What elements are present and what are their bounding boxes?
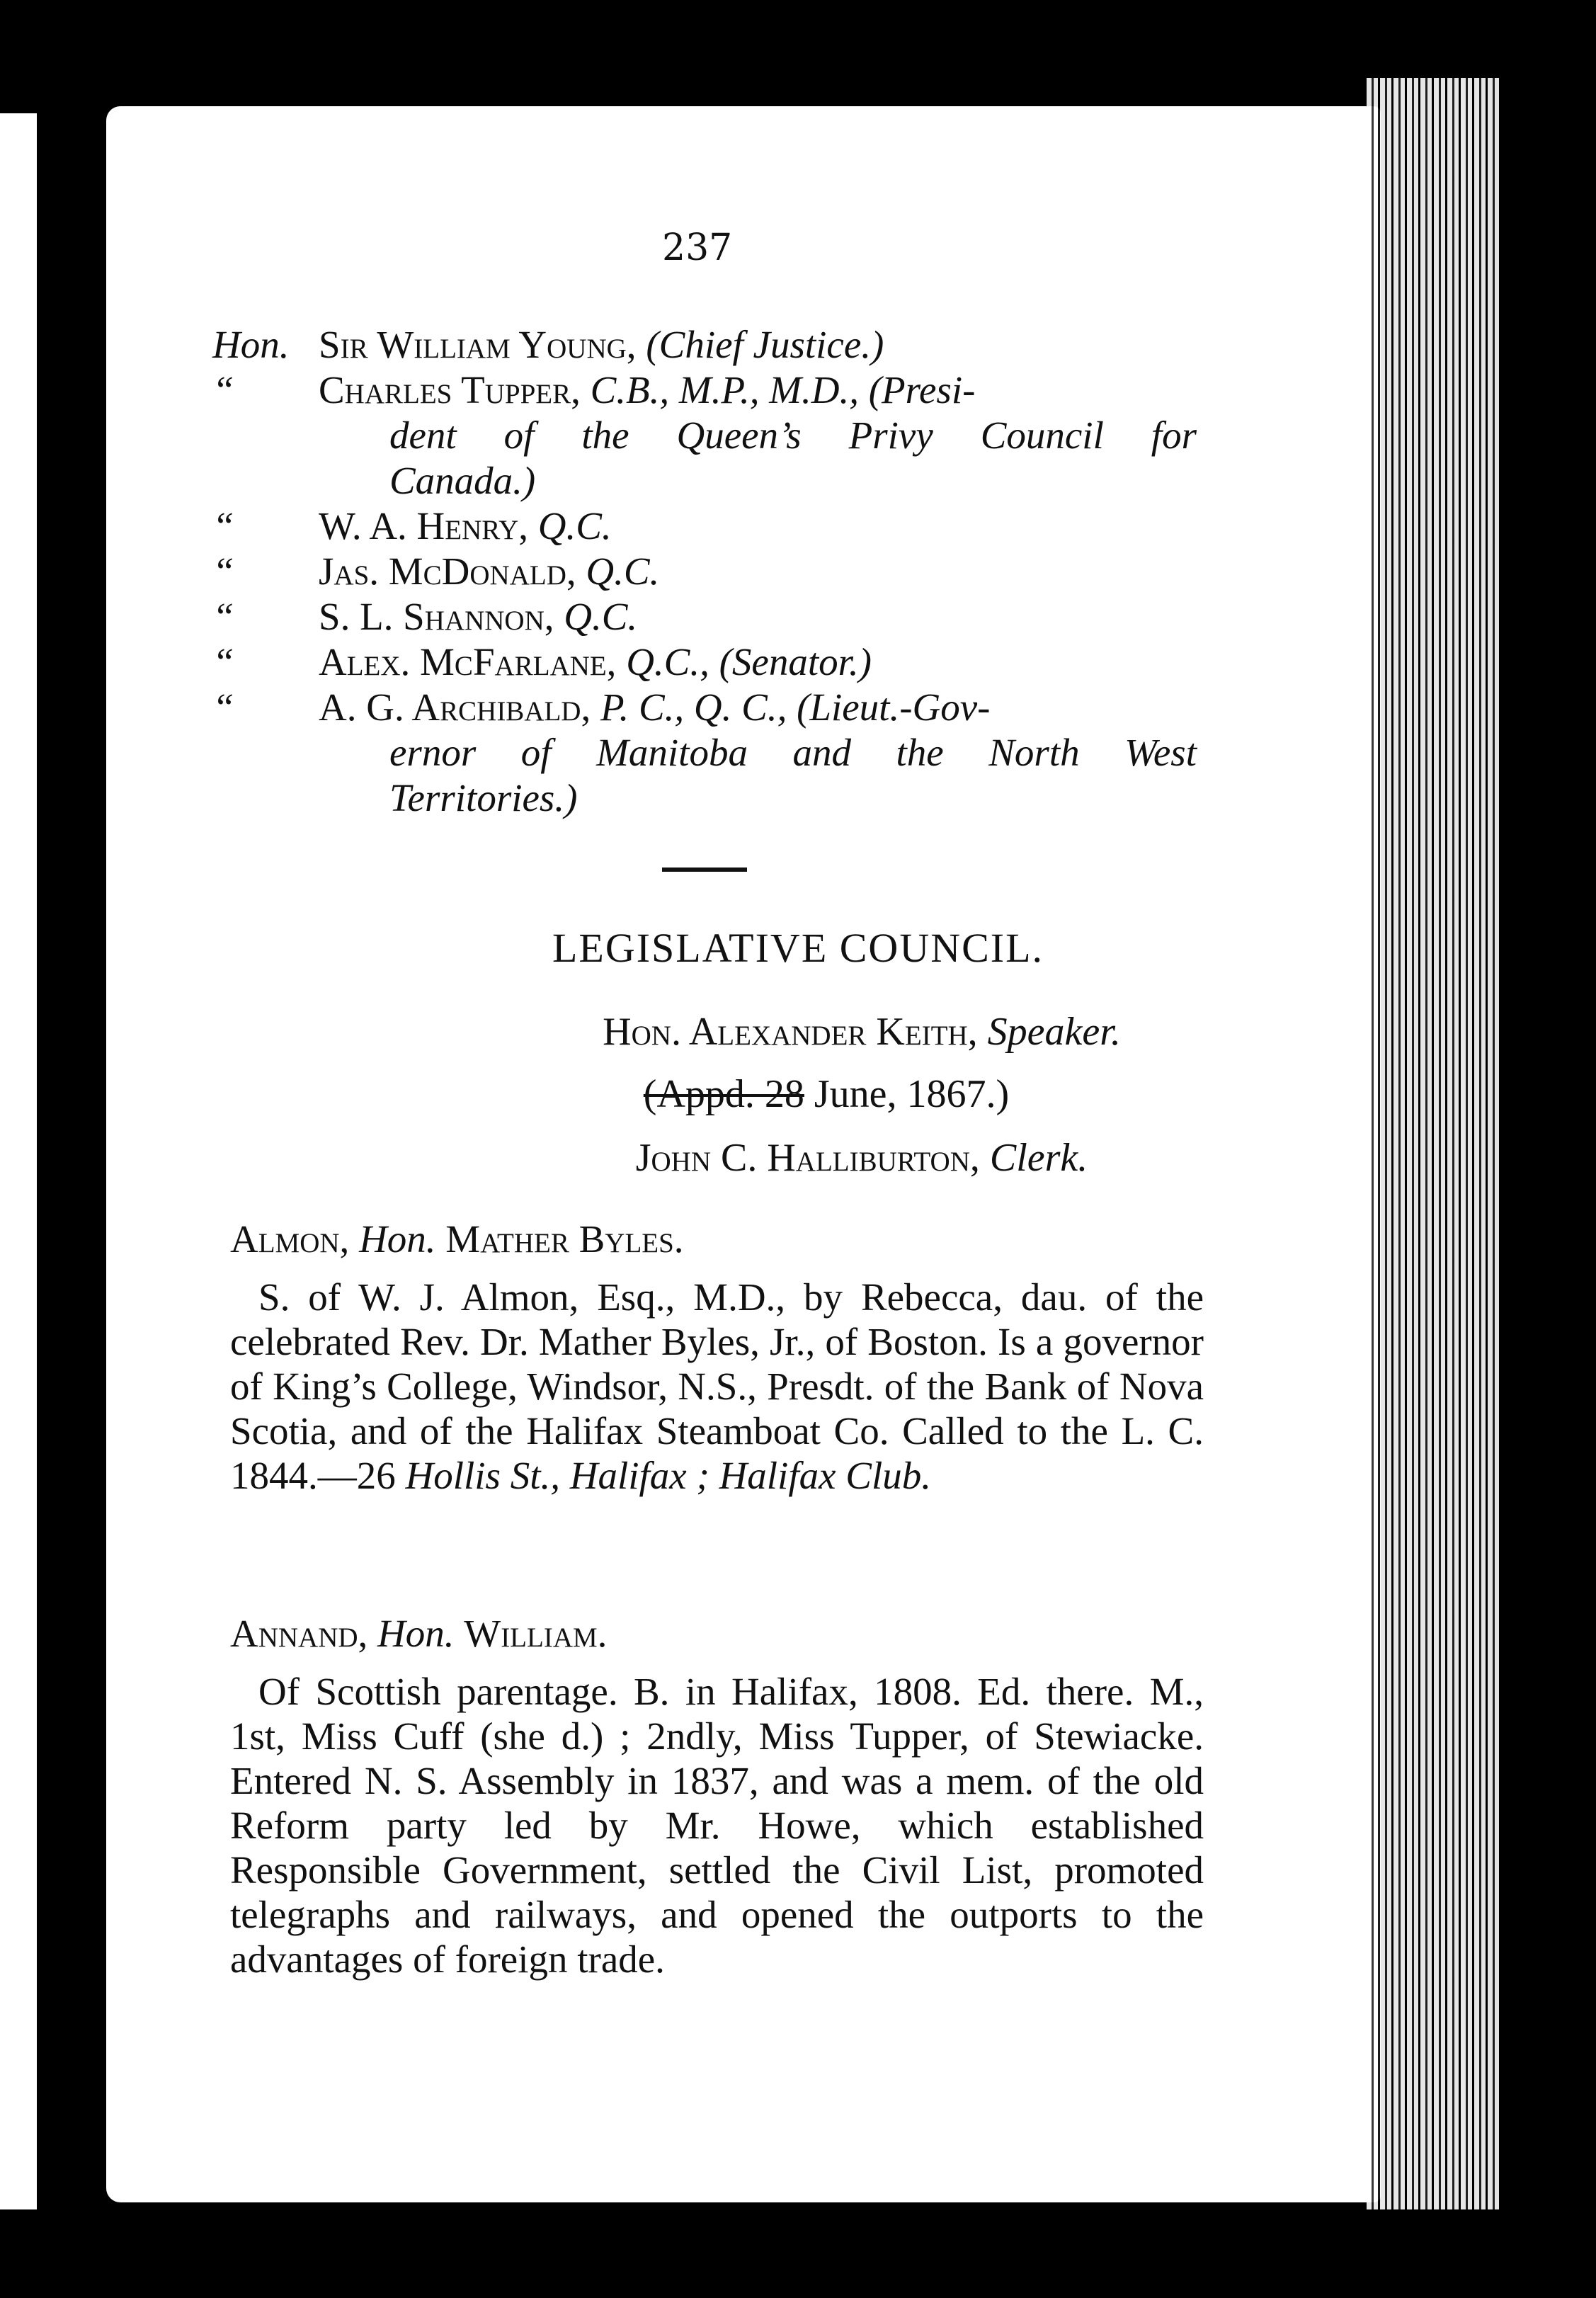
official-detail: Q.C., (Senator.) <box>626 640 872 683</box>
official-detail: (Chief Justice.) <box>646 323 884 366</box>
entry-text: S. of W. J. Almon, Esq., M.D., by Rebecca, dau. of the celebrated Rev. Dr. Mather Byles, Jr., of Boston. Is a governor of King’s College, Windsor, N.S., Presdt. of the Bank of Nova Scotia, and of the Halifax Steamboat Co. Called to the L. C. 1844.—26 <box>230 1275 1204 1497</box>
clerk-name: John C. Halliburton, <box>635 1136 980 1180</box>
appointment-date: June, 1867.) <box>804 1072 1010 1116</box>
entry-given-name: William. <box>464 1612 608 1655</box>
section-divider <box>662 868 747 872</box>
official-detail-continued: Territories.) <box>389 776 578 819</box>
entry-prefix: “ <box>212 504 234 547</box>
official-entry <box>212 639 1197 685</box>
official-name: Alex. McFarlane, <box>319 640 617 683</box>
official-detail-continued: dent of the Queen’s Privy Council for <box>389 414 1197 457</box>
entry-text: Of Scottish parentage. B. in Halifax, 1808. Ed. there. M., 1st, Miss Cuff (she d.) ; 2ndly, Miss Tupper, of Stewiacke. Entered N. S. Assembly in 1837, and was a mem. of the old Reform party led by Mr. Howe, which established Responsible Government, settled the Civil List, promoted telegraphs and railways, and opened the outports to the advantages of foreign trade. <box>230 1670 1204 1981</box>
entry-prefix: “ <box>212 368 234 411</box>
struck-text: (Appd. 28 <box>643 1072 804 1116</box>
official-entry <box>212 549 1197 594</box>
clerk-role: Clerk. <box>989 1136 1088 1180</box>
official-name: A. G. Archibald, <box>319 686 591 729</box>
entry-surname: Almon, <box>230 1217 350 1261</box>
official-entry <box>212 504 1197 549</box>
left-page-edge <box>0 113 37 2209</box>
official-entry <box>212 594 1197 639</box>
official-name: W. A. Henry, <box>319 504 529 547</box>
entry-heading <box>230 1217 1204 1261</box>
official-detail-continued: ernor of Manitoba and the North West <box>389 731 1197 774</box>
speaker-line <box>64 1009 1596 1054</box>
clerk-line <box>64 1135 1596 1181</box>
appointment-line <box>28 1071 1596 1117</box>
entry-given-name: Mather Byles. <box>445 1217 684 1261</box>
official-name: S. L. Shannon, <box>319 595 554 638</box>
officials-list <box>212 322 1197 821</box>
entry-prefix: “ <box>212 595 234 638</box>
official-detail-continued: Canada.) <box>389 459 536 502</box>
entry-prefix: “ <box>212 640 234 683</box>
section-heading: LEGISLATIVE COUNCIL. <box>552 925 1044 971</box>
official-name: Sir William Young, <box>319 323 637 366</box>
page-number: 237 <box>662 227 733 269</box>
entry-prefix: “ <box>212 550 234 593</box>
speaker-role: Speaker. <box>987 1010 1121 1054</box>
speaker-name: Hon. Alexander Keith, <box>603 1010 978 1054</box>
official-detail: Q.C. <box>586 550 660 593</box>
entry-title: Hon. <box>377 1612 455 1655</box>
entry-heading <box>230 1611 1204 1656</box>
entry-surname: Annand, <box>230 1612 368 1655</box>
official-detail: Q.C. <box>564 595 638 638</box>
official-name: Charles Tupper, <box>319 368 581 411</box>
entry-paragraph <box>230 1275 1204 1498</box>
official-detail: C.B., M.P., M.D., (Presi- <box>590 368 976 411</box>
official-detail: P. C., Q. C., (Lieut.-Gov- <box>600 686 991 729</box>
entry-paragraph <box>230 1669 1204 1981</box>
official-entry <box>212 368 1197 504</box>
entry-address: Hollis St., Halifax ; Halifax Club. <box>405 1454 931 1497</box>
entry-title: Hon. <box>359 1217 436 1261</box>
official-entry <box>212 322 1197 368</box>
official-detail: Q.C. <box>537 504 612 547</box>
official-name: Jas. McDonald, <box>319 550 576 593</box>
official-entry <box>212 685 1197 821</box>
entry-prefix: Hon. <box>212 323 290 366</box>
entry-prefix: “ <box>212 686 234 729</box>
